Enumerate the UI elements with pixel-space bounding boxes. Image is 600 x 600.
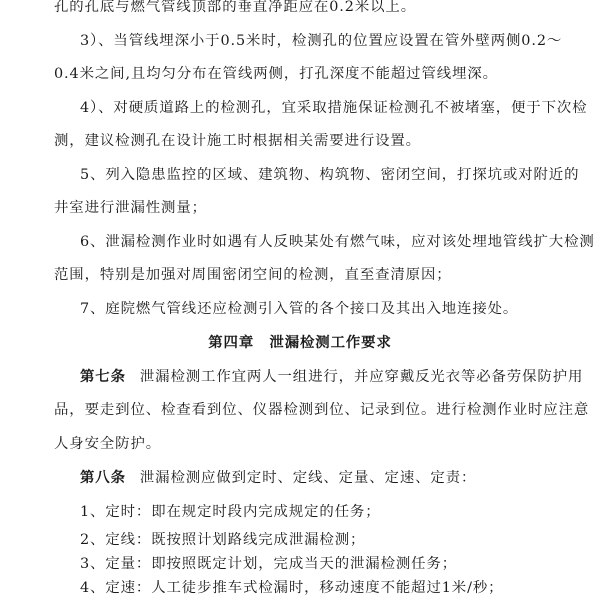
paragraph-line: 6、泄漏检测作业时如遇有人反映某处有燃气味，应对该处埋地管线扩大检测 (80, 234, 595, 250)
paragraph-line: 7、庭院燃气管线还应检测引入管的各个接口及其出入地连接处。 (80, 301, 519, 317)
article-8-text: 泄漏检测应做到定时、定线、定量、定速、定责： (139, 470, 477, 486)
article-8-line (80, 468, 476, 488)
paragraph-line: 范围，特别是加强对周围密闭空间的检测，直至查清原因； (54, 267, 452, 283)
chapter-title: 第四章 泄漏检测工作要求 (208, 334, 392, 351)
paragraph-line: 孔的孔底与燃气管线顶部的垂直净距应在0.2米以上。 (54, 0, 416, 15)
article-7-line: 人身安全防护。 (54, 436, 162, 452)
article-7-line (80, 367, 583, 387)
list-item: 4、定速：人工徒步推车式检漏时，移动速度不能超过1米/秒； (80, 580, 504, 596)
article-7-label: 第七条 (80, 368, 126, 385)
paragraph-line: 4）、对硬质道路上的检测孔，宜采取措施保证检测孔不被堵塞，便于下次检 (80, 100, 588, 116)
paragraph-line: 测，建议检测孔在设计施工时根据相关需要进行设置。 (54, 133, 421, 149)
article-7-text: 泄漏检测工作宜两人一组进行，并应穿戴反光衣等必备劳保防护用 (139, 369, 584, 385)
paragraph-line: 3）、当管线埋深小于0.5米时，检测孔的位置应设置在管外壁两侧0.2～ (80, 33, 563, 49)
list-item: 1、定时：即在规定时段内完成规定的任务； (80, 504, 381, 520)
list-item: 2、定线：既按照计划路线完成泄漏检测； (80, 532, 366, 548)
article-7-line: 品，要走到位、检查看到位、仪器检测到位、记录到位。进行检测作业时应注意 (54, 402, 590, 418)
list-item: 3、定量：即按照既定计划，完成当天的泄漏检测任务； (80, 556, 458, 572)
paragraph-line: 5、列入隐患监控的区域、建筑物、构筑物、密闭空间，打探坑或对附近的 (80, 167, 580, 183)
paragraph-line: 井室进行泄漏性测量； (54, 200, 207, 216)
article-8-label: 第八条 (80, 469, 126, 486)
paragraph-line: 0.4米之间,且均匀分布在管线两侧，打孔深度不能超过管线埋深。 (54, 66, 498, 82)
